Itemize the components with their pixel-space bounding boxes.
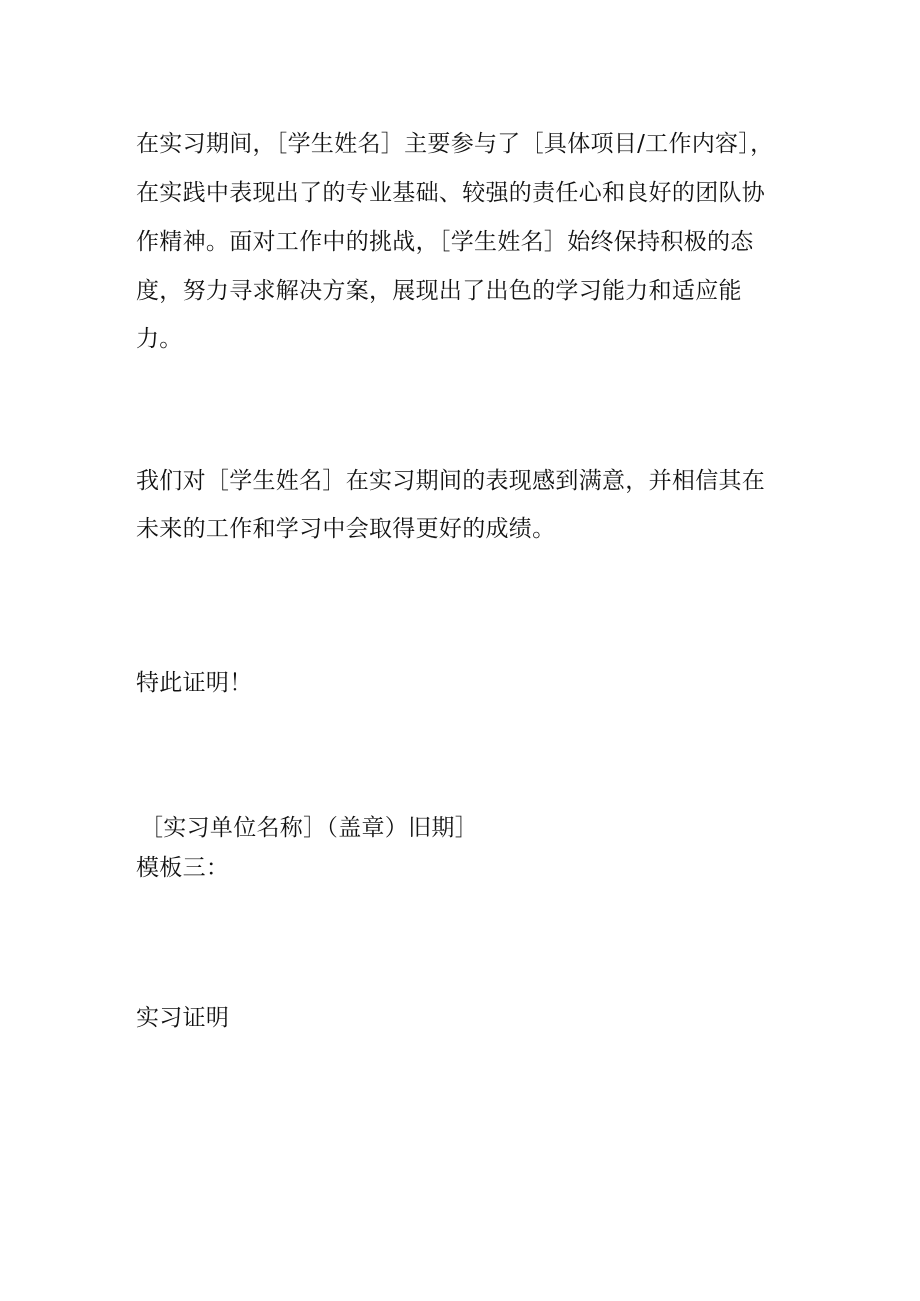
paragraph-1-line-3: 作精神。面对工作中的挑战，［学生姓名］始终保持积极的态	[136, 229, 754, 255]
signature-line: ［实习单位名称］（盖章）旧期］	[140, 815, 478, 841]
template-label: 模板三：	[136, 855, 230, 881]
document-heading: 实习证明	[136, 1005, 230, 1031]
paragraph-1-line-1: 在实习期间，［学生姓名］主要参与了［具体项目/工作内容］，	[136, 131, 774, 157]
closing-statement: 特此证明！	[136, 670, 253, 696]
paragraph-1-line-2: 在实践中表现出了的专业基础、较强的责任心和良好的团队协	[136, 180, 766, 206]
paragraph-2-line-1: 我们对［学生姓名］在实习期间的表现感到满意，并相信其在	[136, 468, 766, 494]
paragraph-2-line-2: 未来的工作和学习中会取得更好的成绩。	[136, 516, 556, 542]
paragraph-1-line-5: 力。	[136, 326, 183, 352]
paragraph-1-line-4: 度，努力寻求解决方案，展现出了出色的学习能力和适应能	[136, 278, 742, 304]
